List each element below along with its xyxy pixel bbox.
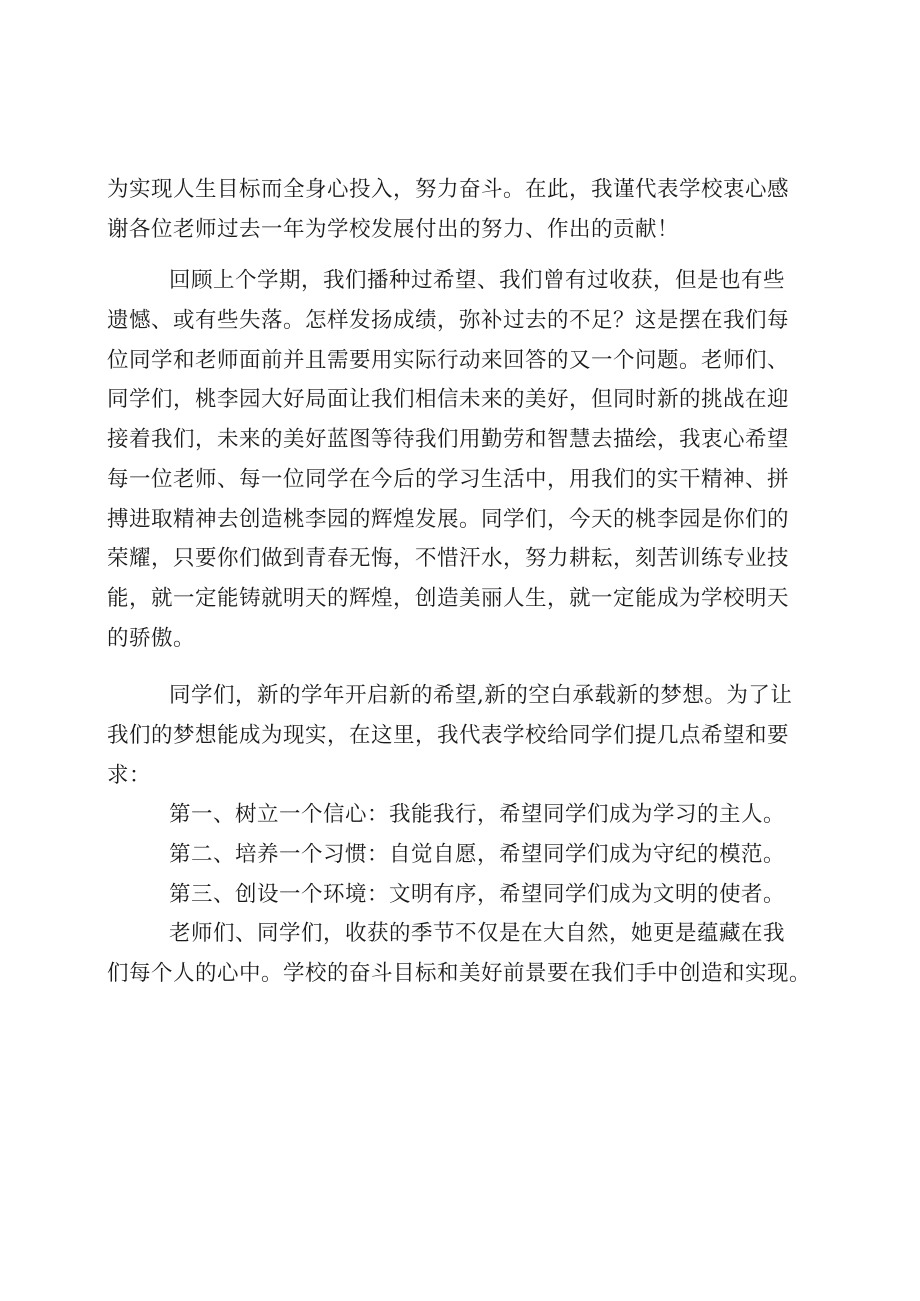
paragraph-5 bbox=[107, 835, 852, 875]
text-line: 荣耀，只要你们做到青春无悔，不惜汗水，努力耕耘，刻苦训练专业技 bbox=[107, 546, 790, 572]
text-line: 第三、创设一个环境：文明有序，希望同学们成为文明的使者。 bbox=[169, 881, 786, 907]
paragraph-2 bbox=[107, 261, 852, 658]
paragraph-3 bbox=[107, 676, 852, 795]
text-line: 谢各位老师过去一年为学校发展付出的努力、作出的贡献！ bbox=[107, 216, 680, 242]
text-line: 第二、培养一个习惯：自觉自愿，希望同学们成为守纪的模范。 bbox=[169, 842, 786, 867]
text-line: 接着我们，未来的美好蓝图等待我们用勤劳和智慧去描绘，我衷心希望 bbox=[107, 427, 790, 453]
paragraph-4 bbox=[107, 795, 852, 835]
text-line: 搏进取精神去创造桃李园的辉煌发展。同学们，今天的桃李园是你们的 bbox=[107, 506, 790, 532]
paragraph-1 bbox=[107, 170, 852, 249]
document-body bbox=[107, 170, 852, 994]
paragraph-7 bbox=[107, 914, 852, 993]
text-line: 每一位老师、每一位同学在今后的学习生活中，用我们的实干精神、拼 bbox=[107, 466, 790, 492]
paragraph-6 bbox=[107, 875, 852, 915]
text-line: 为实现人生目标而全身心投入，努力奋斗。在此，我谨代表学校衷心感 bbox=[107, 177, 790, 202]
text-line: 们每个人的心中。学校的奋斗目标和美好前景要在我们手中创造和实现。 bbox=[107, 961, 812, 987]
text-line: 我们的梦想能成为现实，在这里，我代表学校给同学们提几点希望和要 bbox=[107, 722, 790, 748]
text-line: 位同学和老师面前并且需要用实际行动来回答的又一个问题。老师们、 bbox=[107, 347, 790, 373]
text-line: 第一、树立一个信心：我能我行，希望同学们成为学习的主人。 bbox=[169, 802, 786, 828]
text-line: 的骄傲。 bbox=[107, 625, 196, 651]
text-line: 遗憾、或有些失落。怎样发扬成绩，弥补过去的不足？这是摆在我们每 bbox=[107, 308, 790, 334]
text-line: 同学们，新的学年开启新的希望,新的空白承载新的梦想。为了让 bbox=[169, 683, 793, 709]
text-line: 求： bbox=[107, 762, 152, 788]
text-line: 同学们，桃李园大好局面让我们相信未来的美好，但同时新的挑战在迎 bbox=[107, 387, 790, 413]
text-line: 回顾上个学期，我们播种过希望、我们曾有过收获，但是也有些 bbox=[169, 268, 786, 294]
text-line: 能，就一定能铸就明天的辉煌，创造美丽人生，就一定能成为学校明天 bbox=[107, 585, 790, 611]
text-line: 老师们、同学们，收获的季节不仅是在大自然，她更是蕴藏在我 bbox=[169, 921, 786, 947]
